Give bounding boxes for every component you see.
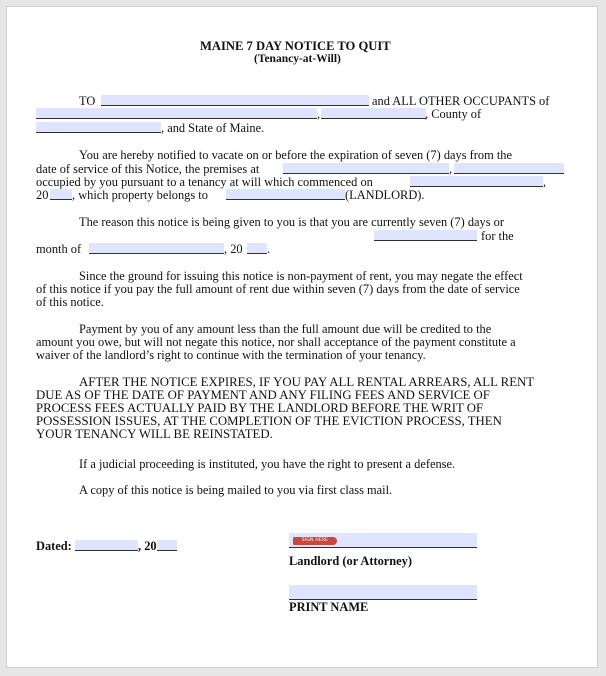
para5-line2: DUE AS OF THE DATE OF PAYMENT AND ANY FILING FEES AND SERVICE OF bbox=[36, 388, 490, 402]
address-field[interactable] bbox=[36, 108, 317, 119]
para4-line3: waiver of the landlord’s right to continue with the termination of your tenancy. bbox=[36, 348, 426, 362]
start-date-comma: , bbox=[543, 175, 547, 189]
mail-statement: A copy of this notice is being mailed to you via first class mail. bbox=[79, 483, 393, 497]
para1-line1: You are hereby notified to vacate on or before the expiration of seven (7) days from the bbox=[79, 148, 512, 162]
month-of-text: month of bbox=[36, 242, 82, 256]
premises-field[interactable] bbox=[283, 163, 449, 174]
dated-year-prefix: , 20 bbox=[138, 539, 157, 553]
address-comma: , bbox=[317, 107, 321, 121]
for-the-text: for the bbox=[481, 229, 514, 243]
para1-line3: occupied by you pursuant to a tenancy at will which commenced on bbox=[36, 175, 373, 189]
rent-year-field[interactable] bbox=[247, 243, 267, 254]
sign-here-tag: SIGN HERE bbox=[293, 537, 337, 545]
tenant-name-field[interactable] bbox=[101, 95, 369, 106]
state-text: , and State of Maine. bbox=[161, 121, 265, 135]
document-subtitle: (Tenancy-at-Will) bbox=[254, 53, 341, 65]
para3-line1: Since the ground for issuing this notice is non-payment of rent, you may negate the effect bbox=[79, 269, 523, 283]
to-label: TO bbox=[79, 94, 96, 108]
county-field[interactable] bbox=[36, 122, 161, 133]
rent-amount-field[interactable] bbox=[374, 230, 477, 241]
dated-field[interactable] bbox=[75, 540, 138, 551]
premises-comma: , bbox=[449, 162, 453, 176]
tenancy-start-year-field[interactable] bbox=[50, 189, 72, 200]
year-prefix: 20 bbox=[36, 188, 49, 202]
landlord-label: (LANDLORD). bbox=[345, 188, 425, 202]
premises-city-field[interactable] bbox=[454, 163, 564, 174]
landlord-name-field[interactable] bbox=[226, 189, 345, 200]
para5-line1: AFTER THE NOTICE EXPIRES, IF YOU PAY ALL RENTAL ARREARS, ALL RENT bbox=[79, 375, 535, 389]
dated-label: Dated: bbox=[36, 539, 72, 553]
other-occupants-text: and ALL OTHER OCCUPANTS of bbox=[372, 94, 550, 108]
para3-line2: of this notice if you pay the full amount of rent due within seven (7) days from the date of service bbox=[36, 282, 520, 296]
defense-statement: If a judicial proceeding is instituted, you have the right to present a defense. bbox=[79, 457, 456, 471]
landlord-label: Landlord (or Attorney) bbox=[289, 554, 412, 568]
dated-year-field[interactable] bbox=[157, 540, 177, 551]
para5-line4: POSSESSION ISSUES, AT THE COMPLETION OF THE EVICTION PROCESS, THEN bbox=[36, 414, 502, 428]
para1-line2: date of service of this Notice, the premises at bbox=[36, 162, 260, 176]
para5-line3: PROCESS FEES ACTUALLY PAID BY THE LANDLORD BEFORE THE WRIT OF bbox=[36, 401, 484, 415]
print-name-label: PRINT NAME bbox=[289, 600, 369, 614]
month-year-prefix: , 20 bbox=[224, 242, 243, 256]
notice-page bbox=[6, 6, 598, 668]
print-name-field[interactable] bbox=[289, 585, 477, 600]
rent-month-field[interactable] bbox=[89, 243, 224, 254]
tenancy-start-date-field[interactable] bbox=[410, 176, 543, 187]
para4-line2: amount you owe, but will not negate this notice, nor shall acceptance of the payment constitute a bbox=[36, 335, 516, 349]
para4-line1: Payment by you of any amount less than the full amount due will be credited to the bbox=[79, 322, 492, 336]
para3-line3: of this notice. bbox=[36, 295, 104, 309]
month-year-period: . bbox=[267, 242, 271, 256]
para2-line1: The reason this notice is being given to you is that you are currently seven (7) days or bbox=[79, 215, 504, 229]
para5-line5: YOUR TENANCY WILL BE REINSTATED. bbox=[36, 427, 273, 441]
document-title: MAINE 7 DAY NOTICE TO QUIT bbox=[200, 39, 391, 53]
county-of-text: , County of bbox=[425, 107, 482, 121]
city-field[interactable] bbox=[321, 108, 426, 119]
property-belongs-text: , which property belongs to bbox=[72, 188, 208, 202]
